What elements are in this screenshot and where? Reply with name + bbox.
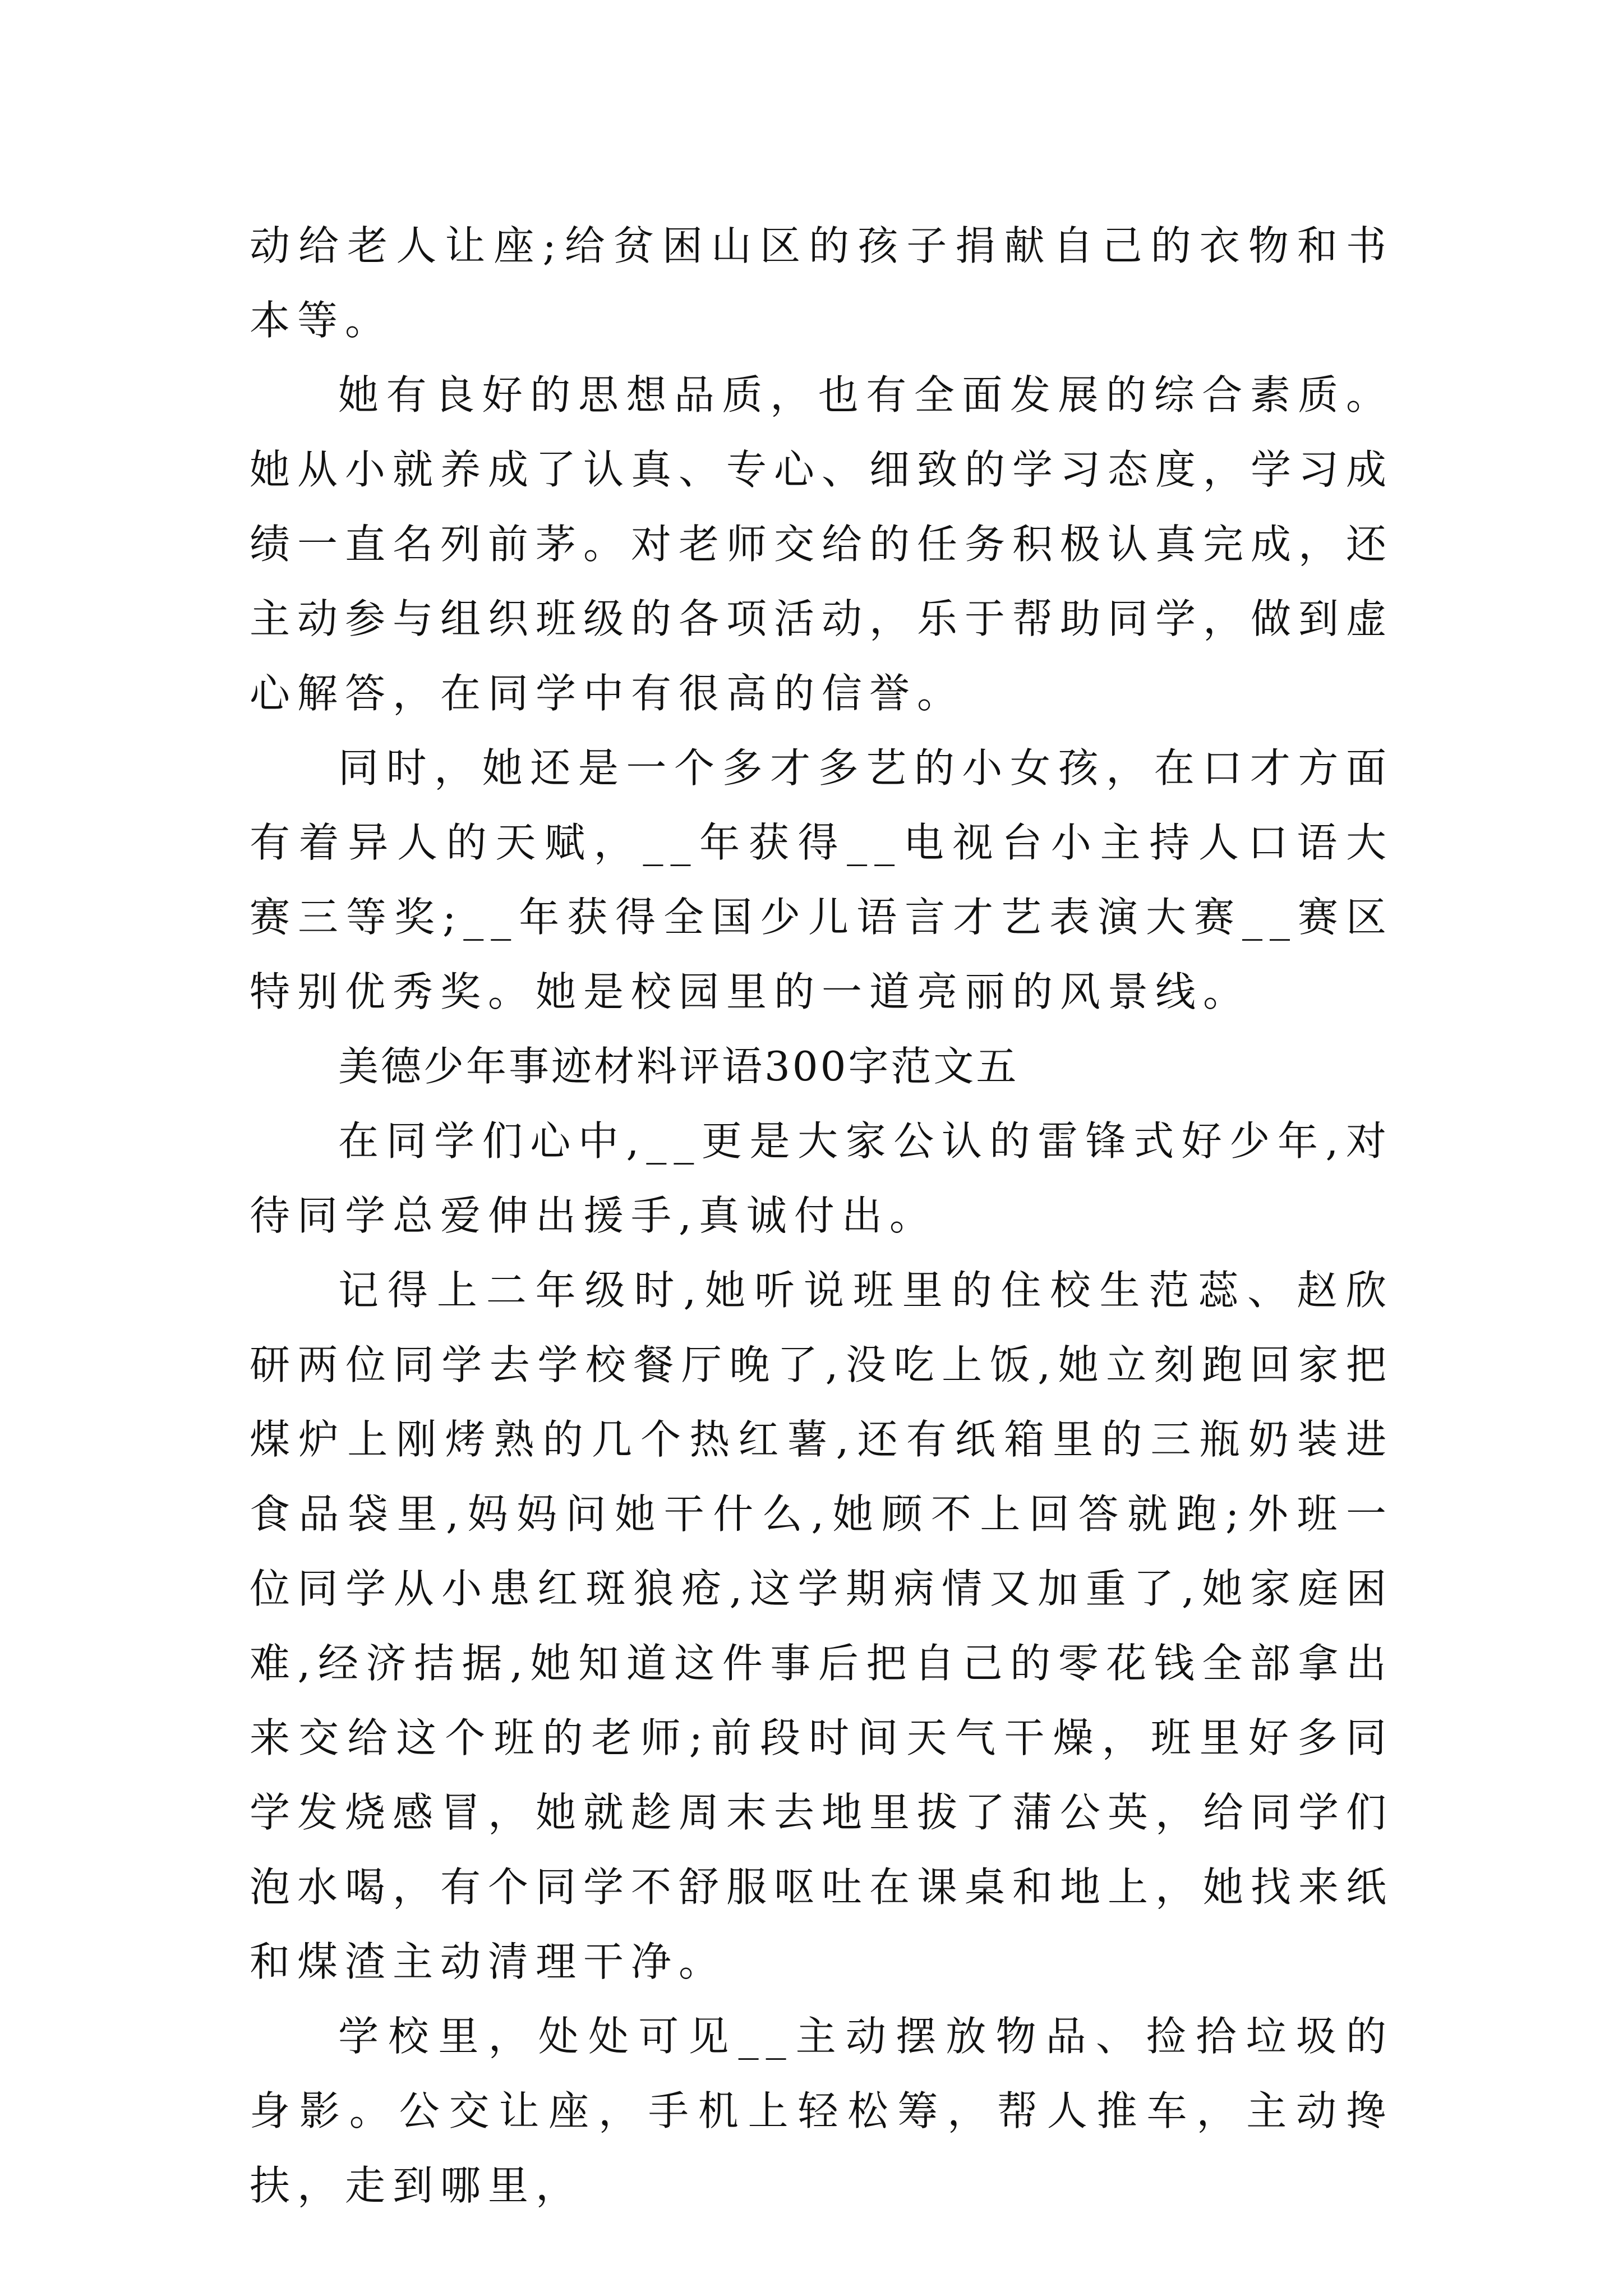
paragraph-2: 她有良好的思想品质，也有全面发展的综合素质。她从小就养成了认真、专心、细致的学习态度，学习成绩一直名列前茅。对老师交给的任务积极认真完成，还主动参与组织班级的各项活动，乐于帮助同学，做到虚心解答，在同学中有很高的信誉。 (250, 371, 1394, 717)
section-heading: 美德少年事迹材料评语300字范文五 (338, 1043, 1019, 1090)
paragraph-5: 记得上二年级时,她听说班里的住校生范蕊、赵欣研两位同学去学校餐厅晚了,没吃上饭,她立刻跑回家把煤炉上刚烤熟的几个热红薯,还有纸箱里的三瓶奶装进食品袋里,妈妈问她干什么,她顾不上回答就跑;外班一位同学从小患红斑狼疮,这学期病情又加重了,她家庭困难,经济拮据,她知道这件事后把自己的零花钱全部拿出来交给这个班的老师;前段时间天气干燥，班里好多同学发烧感冒，她就趁周末去地里拔了蒲公英，给同学们泡水喝，有个同学不舒服呕吐在课桌和地上，她找来纸和煤渣主动清理干净。 (250, 1267, 1394, 1985)
paragraph-1: 动给老人让座;给贫困山区的孩子捐献自己的衣物和书本等。 (250, 222, 1394, 344)
paragraph-4: 在同学们心中,__更是大家公认的雷锋式好少年,对待同学总爱伸出援手,真诚付出。 (250, 1117, 1394, 1239)
paragraph-6: 学校里，处处可见__主动摆放物品、捡拾垃圾的身影。公交让座，手机上轻松筹，帮人推车，主动搀扶，走到哪里， (250, 2013, 1394, 2209)
document-body (250, 209, 1394, 2223)
paragraph-3: 同时，她还是一个多才多艺的小女孩，在口才方面有着异人的天赋，__年获得__电视台小主持人口语大赛三等奖;__年获得全国少儿语言才艺表演大赛__赛区特别优秀奖。她是校园里的一道亮丽的风景线。 (250, 744, 1394, 1015)
